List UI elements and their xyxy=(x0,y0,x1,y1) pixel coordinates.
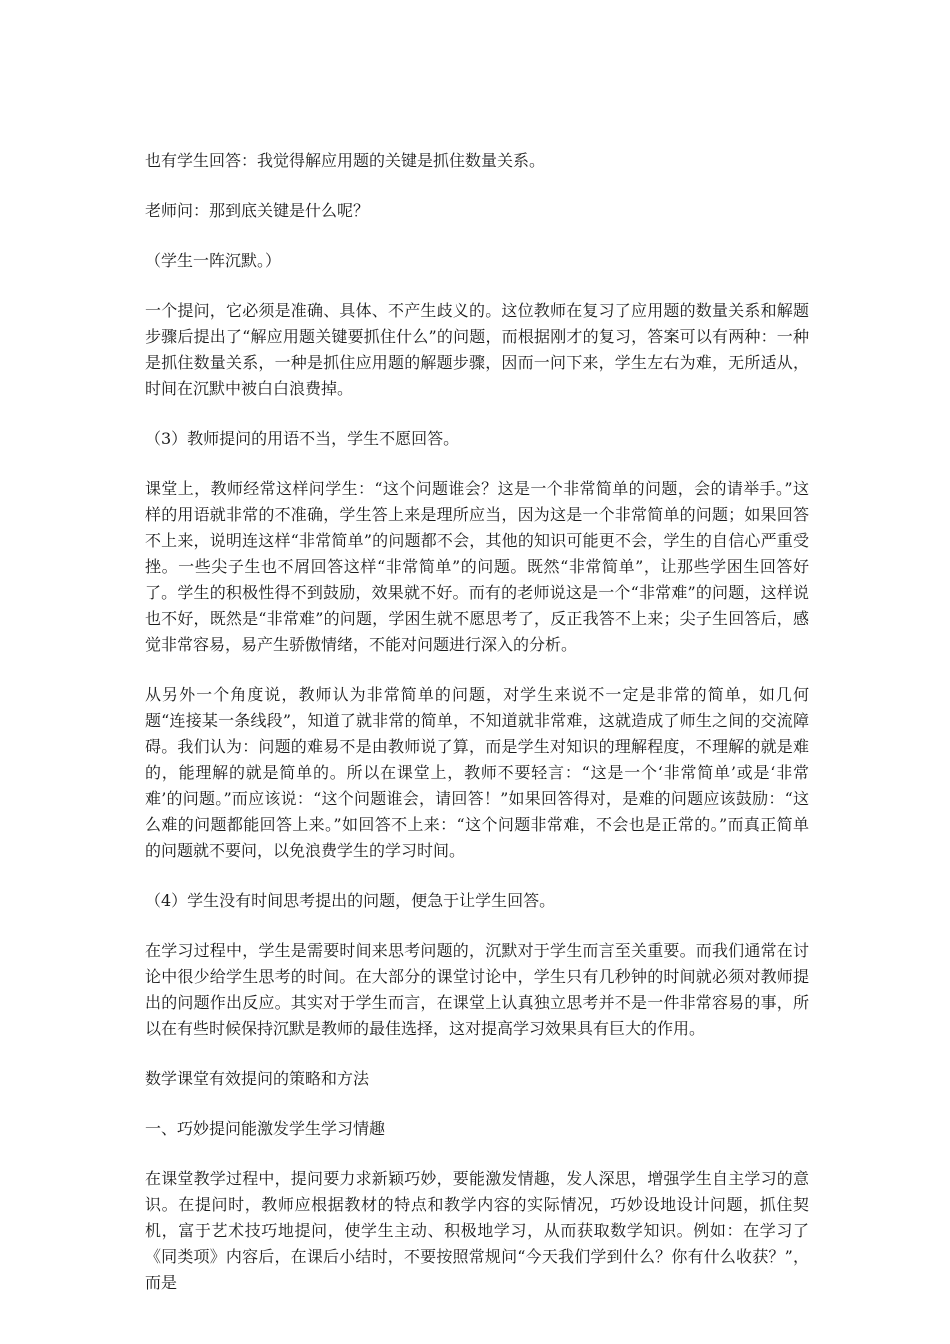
paragraph-silence: （学生一阵沉默。） xyxy=(145,251,282,270)
paragraph-teacher-question: 老师问：那到底关键是什么呢？ xyxy=(145,201,370,220)
paragraph-thinking-time: 在学习过程中，学生是需要时间来思考问题的，沉默对于学生而言至关重要。而我们通常在讨论中很少给学生思考的时间。在大部分的课堂讨论中，学生只有几秒钟的时间就必须对教师提出的问题作出反应。其实对于学生而言，在课堂上认真独立思考并不是一件非常容易的事，所以在有些时候保持沉默是教师的最佳选择，这对提高学习效果具有巨大的作用。 xyxy=(145,941,809,1038)
paragraph-classroom-teaching: 在课堂教学过程中，提问要力求新颖巧妙，要能激发情趣，发人深思，增强学生自主学习的意识。在提问时，教师应根据教材的特点和教学内容的实际情况，巧妙设地设计问题，抓住契机，富于艺术技巧地提问，使学生主动、积极地学习，从而获取数学知识。例如：在学习了《同类项》内容后，在课后小结时，不要按照常规问“今天我们学到什么？你有什么收获？”，而是 xyxy=(145,1169,809,1292)
section-heading-3: （3）教师提问的用语不当，学生不愿回答。 xyxy=(145,429,460,448)
paragraph-another-angle: 从另外一个角度说，教师认为非常简单的问题，对学生来说不一定是非常的简单，如几何题“连接某一条线段”，知道了就非常的简单，不知道就非常难，这就造成了师生之间的交流障碍。我们认为：问题的难易不是由教师说了算，而是学生对知识的理解程度，不理解的就是难的，能理解的就是简单的。所以在课堂上，教师不要轻言：“这是一个‘非常简单’或是‘非常难’的问题。”而应该说：“这个问题谁会，请回答！”如果回答得对，是难的问题应该鼓励：“这么难的问题都能回答上来。”如回答不上来：“这个问题非常难，不会也是正常的。”而真正简单的问题就不要问，以免浪费学生的学习时间。 xyxy=(145,685,809,860)
section-heading-4: （4）学生没有时间思考提出的问题，便急于让学生回答。 xyxy=(145,891,556,910)
paragraph-student-answer: 也有学生回答：我觉得解应用题的关键是抓住数量关系。 xyxy=(145,151,546,170)
heading-clever-questions: 一、巧妙提问能激发学生学习情趣 xyxy=(145,1119,386,1138)
paragraph-improper-wording: 课堂上，教师经常这样问学生：“这个问题谁会？这是一个非常简单的问题，会的请举手。”这样的用语就非常的不准确，学生答上来是理所应当，因为这是一个非常简单的问题；如果回答不上来，说明连这样“非常简单”的问题都不会，其他的知识可能更不会，学生的自信心严重受挫。一些尖子生也不屑回答这样“非常简单”的问题。既然“非常简单”，让那些学困生回答好了。学生的积极性得不到鼓励，效果就不好。而有的老师说这是一个“非常难”的问题，这样说也不好，既然是“非常难”的问题，学困生就不愿思考了，反正我答不上来；尖子生回答后，感觉非常容易，易产生骄傲情绪，不能对问题进行深入的分析。 xyxy=(145,479,809,654)
heading-strategies: 数学课堂有效提问的策略和方法 xyxy=(145,1069,370,1088)
document-body xyxy=(145,148,809,1320)
paragraph-question-precision: 一个提问，它必须是准确、具体、不产生歧义的。这位教师在复习了应用题的数量关系和解题步骤后提出了“解应用题关键要抓住什么”的问题，而根据刚才的复习，答案可以有两种：一种是抓住数量关系，一种是抓住应用题的解题步骤，因而一问下来，学生左右为难，无所适从，时间在沉默中被白白浪费掉。 xyxy=(145,301,809,398)
